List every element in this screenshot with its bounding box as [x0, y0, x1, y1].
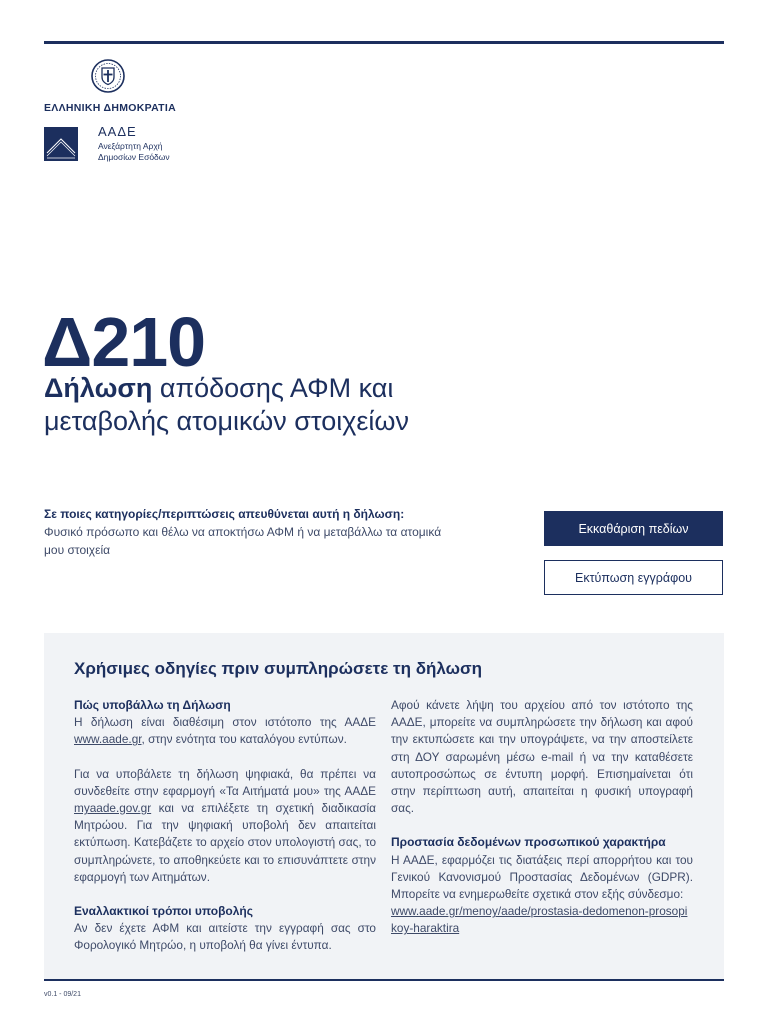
bottom-rule	[44, 979, 724, 981]
top-rule	[44, 41, 724, 44]
republic-label: ΕΛΛΗΝΙΚΗ ΔΗΜΟΚΡΑΤΙΑ	[44, 102, 176, 114]
instructions-title: Χρήσιμες οδηγίες πριν συμπληρώσετε τη δήλωση	[74, 659, 483, 678]
form-code: Δ210	[42, 303, 206, 381]
myaade-link[interactable]: myaade.gov.gr	[74, 801, 152, 816]
aade-subtitle-line: Δημοσίων Εσόδων	[98, 151, 170, 162]
clear-fields-button[interactable]: Εκκαθάριση πεδίων	[544, 511, 723, 546]
submit-text: Για να υποβάλετε τη δήλωση ψηφιακά, θα πρέπει να συνδεθείτε στην εφαρμογή «Τα Αιτήματά μου» της ΑΑΔΕ	[74, 766, 376, 798]
alternative-heading: Εναλλακτικοί τρόποι υποβολής	[74, 904, 253, 919]
submit-paragraph-1	[74, 714, 376, 748]
instructions-left-column	[74, 697, 376, 955]
submit-text: και να επιλέξετε τη σχετική διαδικασία Μητρώου. Για την ψηφιακή υποβολή δεν απαιτείται εκτύπωση. Κατεβάζετε το αρχείο στον υπολογιστή σας, το συμπληρώνετε, το αποθηκεύετε και το επισυνάπτετε στην εφαρμογή των Αιτημάτων.	[74, 801, 376, 884]
greek-coat-of-arms-icon	[90, 58, 126, 94]
alternative-text: Αν δεν έχετε ΑΦΜ και αιτείστε την εγγραφή σας στο Φορολογικό Μητρώο, η υποβολή θα γίνει έντυπα.	[74, 921, 376, 953]
print-document-button[interactable]: Εκτύπωση εγγράφου	[544, 560, 723, 595]
instructions-panel	[44, 633, 724, 979]
download-paragraph: Αφού κάνετε λήψη του αρχείου από τον ιστότοπο της ΑΑΔΕ, μπορείτε να συμπληρώσετε την δήλωση και αφού την εκτυπώσετε και την υπογράψετε, να την αποστείλετε στη ΔΟΥ σαρωμένη μέσω e-mail ή να την καταθέσετε αυτοπροσώπως σε έντυπη μορφή. Επισημαίνεται ότι στην περίπτωση αυτή, απαιτείται η φυσική υπογραφή σας.	[391, 698, 693, 816]
submit-text: Η δήλωση είναι διαθέσιμη στον ιστότοπο της ΑΑΔΕ	[74, 715, 376, 730]
aade-subtitle	[98, 141, 170, 162]
categories-heading: Σε ποιες κατηγορίες/περιπτώσεις απευθύνεται αυτή η δήλωση:	[44, 507, 405, 521]
aade-logo-icon	[44, 127, 78, 161]
submit-paragraph-2	[74, 766, 376, 886]
privacy-link[interactable]: www.aade.gr/menoy/aade/prostasia-dedomenon-prosopikoy-haraktira	[391, 904, 688, 936]
submit-text: , στην ενότητα του καταλόγου εντύπων.	[141, 732, 347, 747]
aade-name: ΑΑΔΕ	[98, 124, 137, 139]
instructions-right-column	[391, 697, 693, 938]
form-title-bold: Δήλωση	[44, 373, 153, 403]
aade-subtitle-line: Ανεξάρτητη Αρχή	[98, 141, 163, 151]
form-title	[44, 372, 564, 438]
form-title-line1: απόδοσης ΑΦΜ και	[152, 373, 394, 403]
privacy-text: Η ΑΑΔΕ, εφαρμόζει τις διατάξεις περί απορρήτου και του Γενικού Κανονισμού Προστασίας Δεδομένων (GDPR). Μπορείτε να ενημερωθείτε σχετικά στον εξής σύνδεσμο:	[391, 852, 693, 902]
categories-text: Φυσικό πρόσωπο και θέλω να αποκτήσω ΑΦΜ ή να μεταβάλλω τα ατομικά μου στοιχεία	[44, 525, 442, 557]
version-label: v0.1 - 09/21	[44, 991, 81, 998]
privacy-heading: Προστασία δεδομένων προσωπικού χαρακτήρα	[391, 835, 666, 850]
form-title-line2: μεταβολής ατομικών στοιχείων	[44, 406, 410, 436]
submit-heading: Πώς υποβάλλω τη Δήλωση	[74, 698, 231, 712]
aade-website-link[interactable]: www.aade.gr	[74, 732, 142, 747]
